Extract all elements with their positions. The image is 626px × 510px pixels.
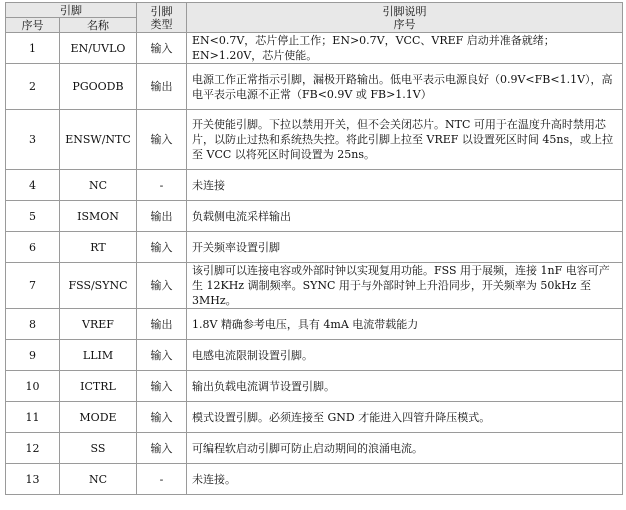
pin-name-cell: EN/UVLO (60, 33, 137, 64)
pin-name-cell: LLIM (60, 340, 137, 371)
table-row (6, 232, 623, 263)
table-row (6, 110, 623, 170)
pin-description-cell: 模式设置引脚。必须连接至 GND 才能进入四管升降压模式。 (187, 402, 623, 433)
pin-number-cell: 7 (6, 263, 60, 309)
pin-type-cell: 输入 (137, 110, 187, 170)
pin-type-cell: 输入 (137, 340, 187, 371)
pin-description-cell: 开关使能引脚。下拉以禁用开关，但不会关闭芯片。NTC 可用于在温度升高时禁用芯片，以防止过热和系统热失控。将此引脚上拉至 VREF 以设置死区时间 45ns，或上拉至 VCC 以将死区时间设置为 25ns。 (187, 110, 623, 170)
pin-description-cell: 该引脚可以连接电容或外部时钟以实现复用功能。FSS 用于展频，连接 1nF 电容可产生 12KHz 调制频率。SYNC 用于与外部时钟上升沿同步，开关频率为 50kHz 至 3MHz。 (187, 263, 623, 309)
header-pin-type (137, 3, 187, 33)
pin-number-cell: 13 (6, 464, 60, 495)
table-row (6, 201, 623, 232)
pin-number-cell: 11 (6, 402, 60, 433)
pin-name-cell: NC (60, 464, 137, 495)
pin-number-cell: 12 (6, 433, 60, 464)
pin-number-cell: 3 (6, 110, 60, 170)
pin-type-cell: - (137, 464, 187, 495)
table-row (6, 170, 623, 201)
pin-name-cell: ENSW/NTC (60, 110, 137, 170)
table-row (6, 402, 623, 433)
table-row (6, 371, 623, 402)
table-row (6, 309, 623, 340)
table-row (6, 64, 623, 110)
table-row (6, 263, 623, 309)
pin-description-cell: 1.8V 精确参考电压，具有 4mA 电流带载能力 (187, 309, 623, 340)
pin-number-cell: 4 (6, 170, 60, 201)
header-pin-type-line2: 类型 (150, 17, 173, 31)
table-header (6, 3, 623, 33)
pin-description-cell: 电感电流限制设置引脚。 (187, 340, 623, 371)
pin-name-cell: SS (60, 433, 137, 464)
pin-number-cell: 6 (6, 232, 60, 263)
pin-type-cell: 输出 (137, 201, 187, 232)
pin-name-cell: RT (60, 232, 137, 263)
pin-type-cell: 输入 (137, 263, 187, 309)
pin-number-cell: 8 (6, 309, 60, 340)
header-pin-type-line1: 引脚 (150, 4, 173, 18)
pin-description-cell: 电源工作正常指示引脚，漏极开路输出。低电平表示电源良好（0.9V<FB<1.1V），高电平表示电源不正常（FB<0.9V 或 FB>1.1V） (187, 64, 623, 110)
pin-type-cell: - (137, 170, 187, 201)
pin-name-cell: ICTRL (60, 371, 137, 402)
pin-name-cell: MODE (60, 402, 137, 433)
pin-type-cell: 输入 (137, 232, 187, 263)
pin-number-cell: 10 (6, 371, 60, 402)
pin-description-cell: 未连接 (187, 170, 623, 201)
table-row (6, 464, 623, 495)
pin-type-cell: 输入 (137, 402, 187, 433)
pin-description-cell: 开关频率设置引脚 (187, 232, 623, 263)
pin-description-cell: EN<0.7V，芯片停止工作；EN>0.7V，VCC、VREF 启动并准备就绪；EN>1.20V，芯片使能。 (187, 33, 623, 64)
pin-type-cell: 输出 (137, 64, 187, 110)
header-pin-description (187, 3, 623, 33)
table-body (6, 33, 623, 495)
pin-description-cell: 未连接。 (187, 464, 623, 495)
pin-number-cell: 9 (6, 340, 60, 371)
pin-type-cell: 输入 (137, 371, 187, 402)
pin-name-cell: FSS/SYNC (60, 263, 137, 309)
pin-type-cell: 输出 (137, 309, 187, 340)
pin-number-cell: 2 (6, 64, 60, 110)
pin-description-cell: 可编程软启动引脚可防止启动期间的浪涌电流。 (187, 433, 623, 464)
pin-type-cell: 输入 (137, 33, 187, 64)
header-pin-group: 引脚 (6, 3, 137, 18)
header-desc-line2: 序号 (393, 17, 416, 31)
pin-description-cell: 输出负载电流调节设置引脚。 (187, 371, 623, 402)
pin-name-cell: ISMON (60, 201, 137, 232)
pin-type-cell: 输入 (137, 433, 187, 464)
table-row (6, 433, 623, 464)
pin-number-cell: 1 (6, 33, 60, 64)
pin-number-cell: 5 (6, 201, 60, 232)
header-seq: 序号 (6, 18, 60, 33)
header-desc-line1: 引脚说明 (382, 4, 427, 18)
pin-name-cell: NC (60, 170, 137, 201)
pin-name-cell: VREF (60, 309, 137, 340)
pin-description-cell: 负载侧电流采样输出 (187, 201, 623, 232)
pin-name-cell: PGOODB (60, 64, 137, 110)
table-row (6, 33, 623, 64)
pin-description-table (5, 2, 623, 495)
header-name: 名称 (60, 18, 137, 33)
table-row (6, 340, 623, 371)
